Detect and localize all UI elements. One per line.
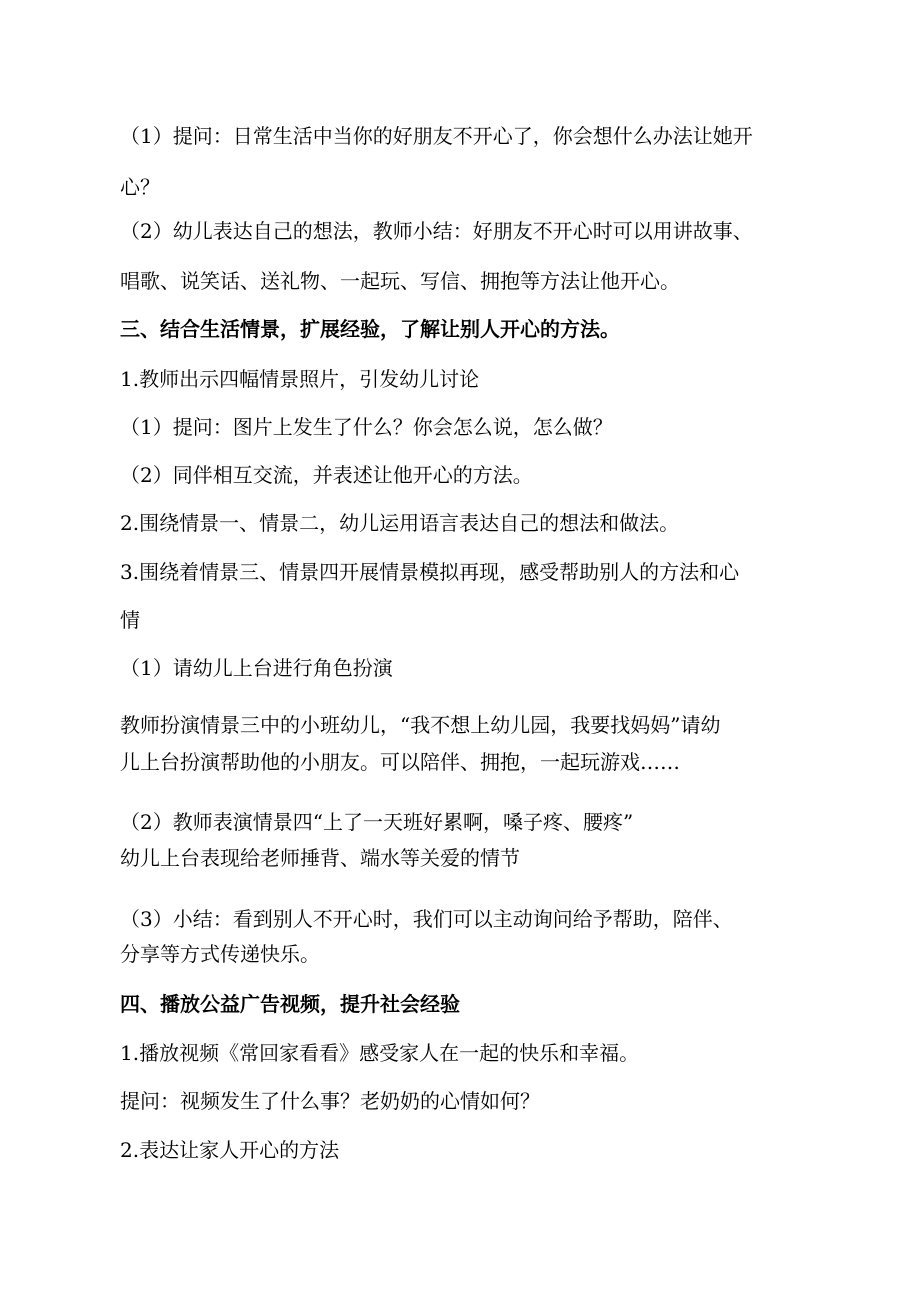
text-line: （2）同伴相互交流，并表述让他开心的方法。: [120, 463, 533, 487]
text-line: （2）幼儿表达自己的想法，教师小结：好朋友不开心时可以用讲故事、: [120, 219, 753, 243]
text-line: 分享等方式传递快乐。: [120, 942, 320, 966]
text-line: 1.教师出示四幅情景照片，引发幼儿讨论: [120, 367, 480, 391]
text-line: 唱歌、说笑话、送礼物、一起玩、写信、拥抱等方法让他开心。: [120, 269, 680, 293]
text-line: 1.播放视频《常回家看看》感受家人在一起的快乐和幸福。: [120, 1041, 640, 1065]
section-heading: 三、结合生活情景，扩展经验，了解让别人开心的方法。: [120, 317, 620, 341]
text-line: 情: [120, 608, 140, 632]
text-line: （1）请幼儿上台进行角色扮演: [120, 656, 393, 680]
text-line: 提问：视频发生了什么事？老奶奶的心情如何？: [120, 1089, 540, 1113]
text-line: 心？: [120, 175, 160, 199]
text-line: 2.表达让家人开心的方法: [120, 1138, 340, 1162]
section-heading: 四、播放公益广告视频，提升社会经验: [120, 992, 460, 1016]
text-line: 2.围绕情景一、情景二，幼儿运用语言表达自己的想法和做法。: [120, 511, 680, 535]
text-line: （2）教师表演情景四“上了一天班好累啊，嗓子疼、腰疼”: [120, 810, 634, 834]
text-line: 儿上台扮演帮助他的小朋友。可以陪伴、拥抱，一起玩游戏……: [120, 750, 680, 774]
text-line: 幼儿上台表现给老师捶背、端水等关爱的情节: [120, 846, 520, 870]
text-line: （3）小结：看到别人不开心时，我们可以主动询问给予帮助，陪伴、: [120, 907, 733, 931]
text-line: 教师扮演情景三中的小班幼儿，“我不想上幼儿园，我要找妈妈”请幼: [120, 713, 721, 737]
text-line: （1）提问：日常生活中当你的好朋友不开心了，你会想什么办法让她开: [120, 124, 753, 148]
text-line: 3.围绕着情景三、情景四开展情景模拟再现，感受帮助别人的方法和心: [120, 560, 740, 584]
text-line: （1）提问：图片上发生了什么？你会怎么说，怎么做？: [120, 415, 613, 439]
